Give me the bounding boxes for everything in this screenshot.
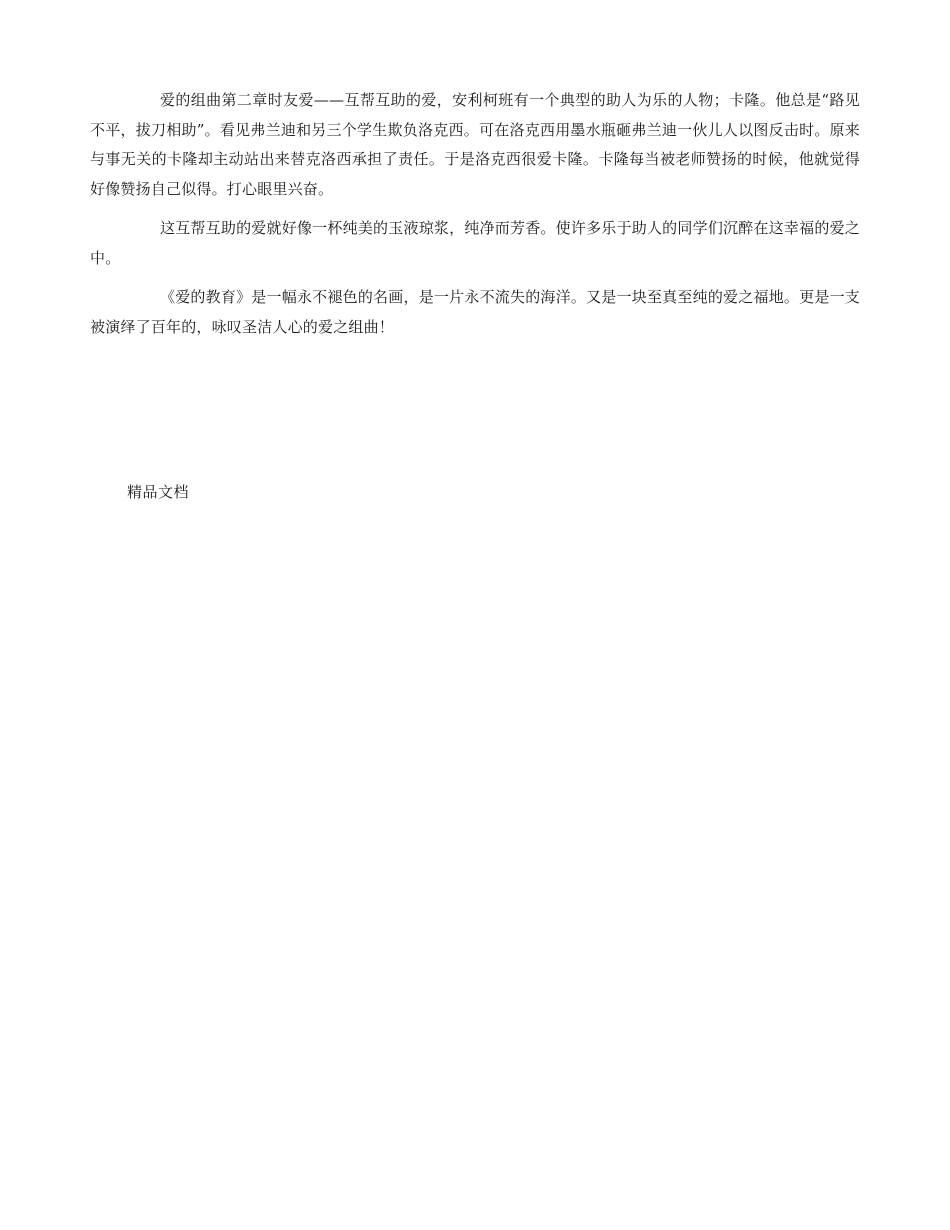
- paragraph-friendship: 爱的组曲第二章时友爱——互帮互助的爱，安利柯班有一个典型的助人为乐的人物；卡隆。他总是“路见不平，拔刀相助”。看见弗兰迪和另三个学生欺负洛克西。可在洛克西用墨水瓶砸弗兰迪一伙儿人以图反击时。原来与事无关的卡隆却主动站出来替克洛西承担了责任。于是洛克西很爱卡隆。卡隆每当被老师赞扬的时候，他就觉得好像赞扬自己似得。打心眼里兴奋。: [90, 91, 860, 198]
- document-footer-label: 精品文档: [127, 483, 190, 501]
- paragraph-conclusion: 《爱的教育》是一幅永不褪色的名画，是一片永不流失的海洋。又是一块至真至纯的爱之福地。更是一支被演绎了百年的，咏叹圣洁人心的爱之组曲！: [90, 288, 860, 336]
- paragraph-metaphor: 这互帮互助的爱就好像一杯纯美的玉液琼浆，纯净而芳香。使许多乐于助人的同学们沉醉在这幸福的爱之中。: [90, 219, 860, 267]
- document-body: [90, 86, 860, 352]
